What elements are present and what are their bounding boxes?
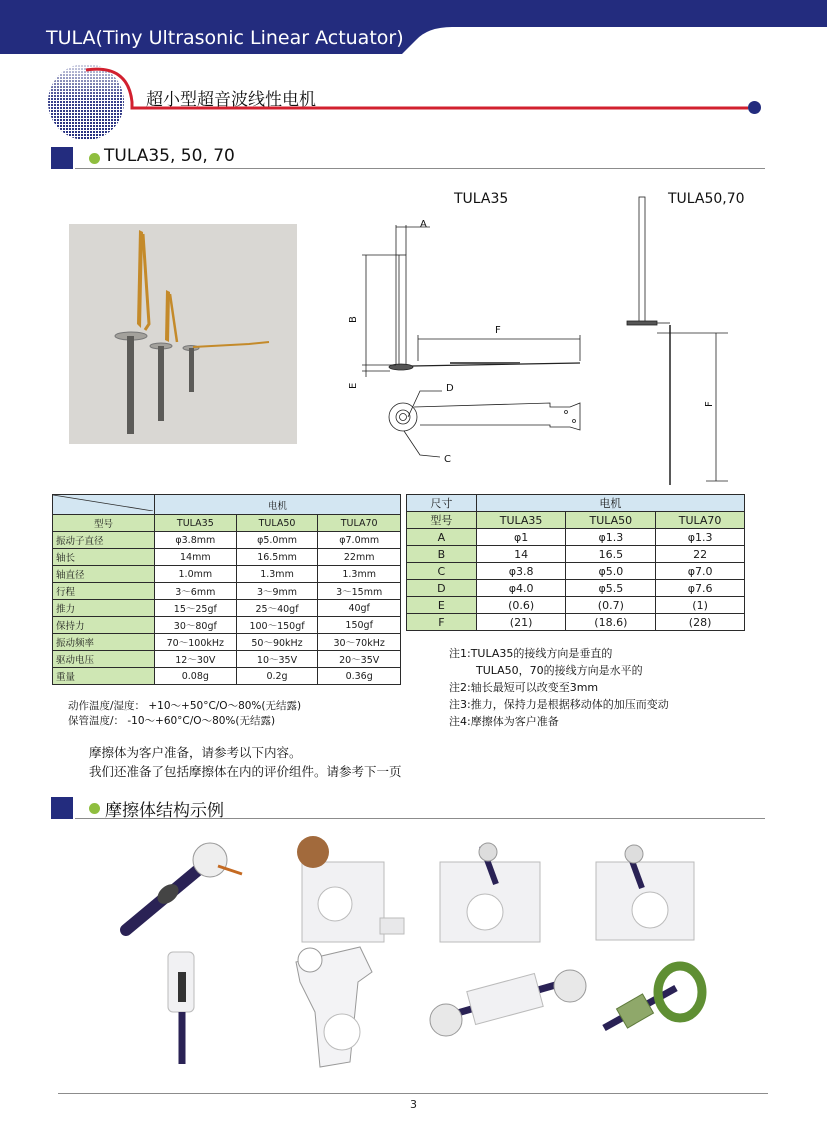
row-label: 振动频率 xyxy=(53,634,155,651)
cell: 3～15mm xyxy=(318,583,401,600)
storage-conditions: 保管温度/： -10～+60°C/O～80%(无结露) xyxy=(68,715,276,727)
section-title: TULA35, 50, 70 xyxy=(104,146,235,166)
example-clip xyxy=(296,947,372,1067)
table-row xyxy=(53,532,401,549)
paragraph-line-1: 摩擦体为客户准备，请参考以下内容。 xyxy=(89,745,302,760)
cell: φ7.6 xyxy=(656,580,745,597)
table-row xyxy=(407,614,745,631)
table-row xyxy=(407,563,745,580)
row-label: 轴直径 xyxy=(53,566,155,583)
product-photo xyxy=(69,224,297,444)
row-label: 推力 xyxy=(53,600,155,617)
page-number: 3 xyxy=(410,1098,417,1111)
example-holder-2 xyxy=(440,843,540,942)
table-row xyxy=(53,617,401,634)
dim-label-b: B xyxy=(348,316,359,323)
section-title: 摩擦体结构示例 xyxy=(105,801,224,821)
cell: 30～70kHz xyxy=(318,634,401,651)
note-1-cont: TULA50，70的接线方向是水平的 xyxy=(476,664,643,677)
footer-rule xyxy=(58,1093,768,1094)
note-4: 注4:摩擦体为客户准备 xyxy=(449,715,559,728)
section-marker xyxy=(51,147,73,169)
table-row xyxy=(53,600,401,617)
example-cylinder xyxy=(168,952,194,1064)
cell: φ4.0 xyxy=(476,580,566,597)
cell: 0.08g xyxy=(154,668,236,685)
bullet-dot xyxy=(89,153,100,164)
cell: 10～35V xyxy=(236,651,318,668)
cell: φ3.8 xyxy=(476,563,566,580)
col-header: TULA35 xyxy=(476,512,566,529)
cell: 1.3mm xyxy=(318,566,401,583)
cell: 12～30V xyxy=(154,651,236,668)
cell: 1.3mm xyxy=(236,566,318,583)
section-marker xyxy=(51,797,73,819)
table-row xyxy=(53,651,401,668)
example-holder-1 xyxy=(297,836,404,942)
row-label: C xyxy=(407,563,477,580)
cell: φ5.0mm xyxy=(236,532,318,549)
corner-cell xyxy=(53,495,155,515)
dim-label-e: E xyxy=(348,382,359,389)
cell: 3～9mm xyxy=(236,583,318,600)
row-label: 振动子直径 xyxy=(53,532,155,549)
cell: 20～35V xyxy=(318,651,401,668)
cell: φ5.0 xyxy=(566,563,656,580)
table-row xyxy=(407,580,745,597)
example-double-disc xyxy=(430,970,586,1036)
example-holder-3 xyxy=(596,845,694,940)
cell: 22 xyxy=(656,546,745,563)
table-row xyxy=(407,597,745,614)
row-label: F xyxy=(407,614,477,631)
cell: (28) xyxy=(656,614,745,631)
note-1: 注1:TULA35的接线方向是垂直的 xyxy=(449,647,613,660)
diagram-label-tula35: TULA35 xyxy=(454,191,509,207)
cell: φ3.8mm xyxy=(154,532,236,549)
cell: (1) xyxy=(656,597,745,614)
example-green-ring xyxy=(604,966,702,1028)
cell: φ7.0 xyxy=(656,563,745,580)
cell: 50～90kHz xyxy=(236,634,318,651)
cell: 1.0mm xyxy=(154,566,236,583)
diagram-label-tula5070: TULA50,70 xyxy=(668,191,745,207)
row-label: 轴长 xyxy=(53,549,155,566)
bullet-dot xyxy=(89,803,100,814)
note-3: 注3:推力，保持力是根据移动体的加压而变动 xyxy=(449,698,669,711)
cell: 100～150gf xyxy=(236,617,318,634)
cell: φ1.3 xyxy=(566,529,656,546)
subtitle: 超小型超音波线性电机 xyxy=(146,90,316,110)
dimension-table xyxy=(406,494,745,631)
cell: (18.6) xyxy=(566,614,656,631)
dim-label-d: D xyxy=(446,383,454,394)
col-header: 型号 xyxy=(53,515,155,532)
table-row xyxy=(53,566,401,583)
table-row xyxy=(53,668,401,685)
cell: (0.7) xyxy=(566,597,656,614)
cell: (21) xyxy=(476,614,566,631)
spec-table xyxy=(52,494,401,685)
group-header: 电机 xyxy=(476,495,744,512)
cell: 3～6mm xyxy=(154,583,236,600)
table-row xyxy=(53,583,401,600)
cell: 25～40gf xyxy=(236,600,318,617)
friction-examples xyxy=(110,832,720,1072)
cell: 0.36g xyxy=(318,668,401,685)
cell: 16.5mm xyxy=(236,549,318,566)
corner-top: 尺寸 xyxy=(407,495,477,512)
cell: 150gf xyxy=(318,617,401,634)
cell: φ1 xyxy=(476,529,566,546)
col-header: TULA35 xyxy=(154,515,236,532)
row-label: A xyxy=(407,529,477,546)
example-rod-disc xyxy=(126,843,242,930)
header-title: TULA(Tiny Ultrasonic Linear Actuator) xyxy=(46,27,404,49)
col-header: TULA70 xyxy=(318,515,401,532)
dim-label-f: F xyxy=(495,325,501,336)
group-header: 电机 xyxy=(154,495,400,515)
cell: 14 xyxy=(476,546,566,563)
section-rule xyxy=(75,168,765,169)
row-label: 行程 xyxy=(53,583,155,600)
col-header: TULA70 xyxy=(656,512,745,529)
row-label: E xyxy=(407,597,477,614)
technical-drawing xyxy=(340,185,770,485)
corner-bottom: 型号 xyxy=(407,512,477,529)
paragraph-line-2: 我们还准备了包括摩擦体在内的评价组件。请参考下一页 xyxy=(89,764,402,779)
cell: φ7.0mm xyxy=(318,532,401,549)
cell: 40gf xyxy=(318,600,401,617)
cell: 22mm xyxy=(318,549,401,566)
col-header: TULA50 xyxy=(566,512,656,529)
row-label: 驱动电压 xyxy=(53,651,155,668)
col-header: TULA50 xyxy=(236,515,318,532)
dim-label-c: C xyxy=(444,454,451,465)
table-row xyxy=(407,546,745,563)
cell: φ5.5 xyxy=(566,580,656,597)
table-row xyxy=(53,634,401,651)
cell: φ1.3 xyxy=(656,529,745,546)
operating-conditions: 动作温度/湿度： +10～+50°C/O～80%(无结露) xyxy=(68,700,302,712)
table-row xyxy=(407,529,745,546)
cell: 70～100kHz xyxy=(154,634,236,651)
table-row xyxy=(53,549,401,566)
cell: 14mm xyxy=(154,549,236,566)
dim-label-a: A xyxy=(420,219,427,230)
cell: 0.2g xyxy=(236,668,318,685)
diagonal-line xyxy=(53,495,153,511)
cell: (0.6) xyxy=(476,597,566,614)
row-label: 保持力 xyxy=(53,617,155,634)
row-label: 重量 xyxy=(53,668,155,685)
row-label: B xyxy=(407,546,477,563)
row-label: D xyxy=(407,580,477,597)
dim-label-f2: F xyxy=(704,401,715,407)
end-dot xyxy=(748,101,761,114)
note-2: 注2:轴长最短可以改变至3mm xyxy=(449,681,599,694)
cell: 30～80gf xyxy=(154,617,236,634)
cell: 15～25gf xyxy=(154,600,236,617)
cell: 16.5 xyxy=(566,546,656,563)
